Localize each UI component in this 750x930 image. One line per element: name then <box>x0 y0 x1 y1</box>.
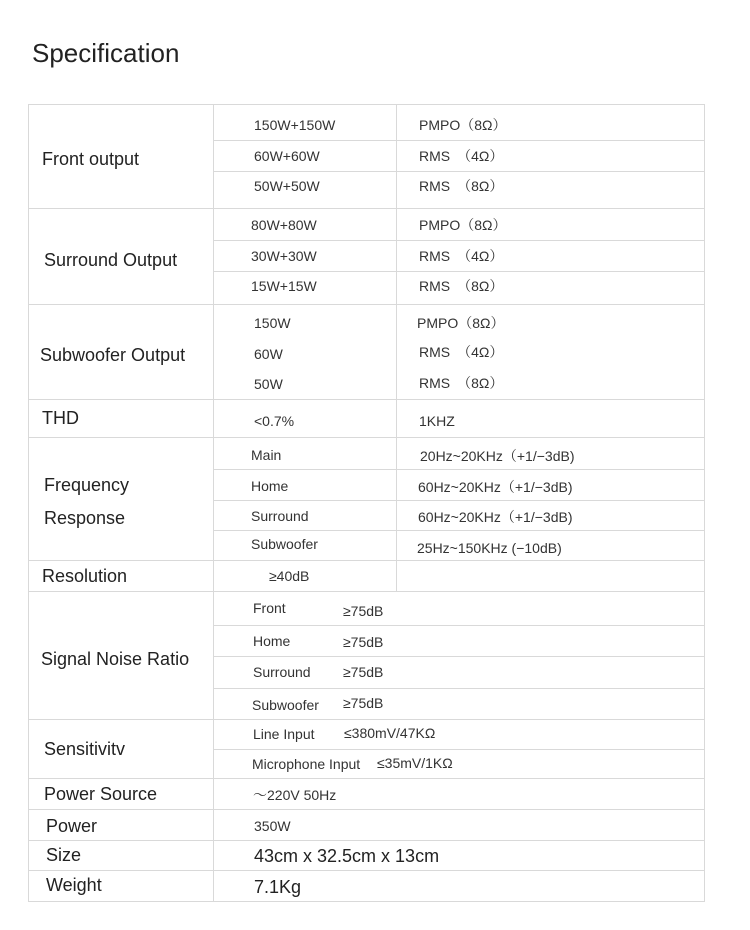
row-divider <box>28 778 705 779</box>
subwoofer-output-note: RMS （4Ω） <box>419 344 504 360</box>
row-divider <box>214 656 705 657</box>
row-divider <box>214 240 705 241</box>
row-divider <box>214 271 705 272</box>
signal-noise-ratio-label: Signal Noise Ratio <box>41 649 190 669</box>
resolution-label: Resolution <box>42 566 128 586</box>
snr-value: ≥75dB <box>343 634 384 650</box>
surround-output-note: RMS （8Ω） <box>419 278 504 294</box>
front-output-note: RMS （8Ω） <box>419 178 504 194</box>
row-divider <box>214 469 705 470</box>
row-divider <box>28 304 705 305</box>
resolution-value: ≥40dB <box>269 568 310 584</box>
row-divider <box>214 749 705 750</box>
size-value: 43cm x 32.5cm x 13cm <box>254 846 440 866</box>
snr-value: ≥75dB <box>343 695 384 711</box>
thd-value: <0.7% <box>254 413 295 429</box>
front-output-note: PMPO（8Ω） <box>419 117 507 133</box>
row-divider <box>214 530 705 531</box>
frequency-channel: Main <box>251 447 282 463</box>
snr-channel: Front <box>253 600 286 616</box>
frequency-range: 25Hz~150KHz (−10dB) <box>417 540 562 556</box>
sensitivity-input: Microphone Input <box>252 756 361 772</box>
front-output-value: 50W+50W <box>254 178 320 194</box>
column-divider <box>213 104 214 901</box>
sensitivity-label: Sensitivitv <box>44 739 126 759</box>
snr-value: ≥75dB <box>343 664 384 680</box>
snr-value: ≥75dB <box>343 603 384 619</box>
power-source-value: ～220V 50Hz <box>253 787 337 803</box>
row-divider <box>28 399 705 400</box>
sensitivity-value: ≤35mV/1KΩ <box>377 755 453 771</box>
row-divider <box>214 500 705 501</box>
frequency-response-label: Frequency <box>44 475 130 495</box>
snr-channel: Surround <box>253 664 311 680</box>
surround-output-value: 30W+30W <box>251 248 317 264</box>
frequency-range: 20Hz~20KHz（+1/−3dB) <box>420 448 575 464</box>
row-divider <box>28 208 705 209</box>
row-divider <box>28 719 705 720</box>
table-border-left <box>28 104 29 901</box>
row-divider <box>28 437 705 438</box>
surround-output-note: RMS （4Ω） <box>419 248 504 264</box>
frequency-channel: Home <box>251 478 289 494</box>
thd-note: 1KHZ <box>419 413 455 429</box>
surround-output-note: PMPO（8Ω） <box>419 217 507 233</box>
subwoofer-output-value: 150W <box>254 315 291 331</box>
snr-channel: Subwoofer <box>252 697 319 713</box>
row-divider <box>28 870 705 871</box>
front-output-value: 150W+150W <box>254 117 336 133</box>
surround-output-value: 15W+15W <box>251 278 317 294</box>
row-divider <box>214 625 705 626</box>
frequency-channel: Subwoofer <box>251 536 318 552</box>
power-source-label: Power Source <box>44 784 158 804</box>
surround-output-label: Surround Output <box>44 250 178 270</box>
subwoofer-output-value: 60W <box>254 346 283 362</box>
row-divider <box>28 840 705 841</box>
sensitivity-value: ≤380mV/47KΩ <box>344 725 436 741</box>
front-output-value: 60W+60W <box>254 148 320 164</box>
row-divider <box>214 688 705 689</box>
frequency-range: 60Hz~20KHz（+1/−3dB) <box>418 479 573 495</box>
thd-label: THD <box>42 408 79 428</box>
power-value: 350W <box>254 818 291 834</box>
row-divider <box>28 591 705 592</box>
row-divider <box>214 140 705 141</box>
surround-output-value: 80W+80W <box>251 217 317 233</box>
power-label: Power <box>46 816 98 836</box>
column-divider <box>396 104 397 591</box>
table-border-right <box>704 104 705 901</box>
row-divider <box>214 171 705 172</box>
frequency-channel: Surround <box>251 508 309 524</box>
row-divider <box>28 809 705 810</box>
sensitivity-input: Line Input <box>253 726 315 742</box>
front-output-note: RMS （4Ω） <box>419 148 504 164</box>
page-title: Specification <box>32 38 180 68</box>
subwoofer-output-label: Subwoofer Output <box>40 345 186 365</box>
snr-channel: Home <box>253 633 291 649</box>
table-border-top <box>28 104 705 105</box>
weight-value: 7.1Kg <box>254 877 302 897</box>
subwoofer-output-note: RMS （8Ω） <box>419 375 504 391</box>
frequency-response-label: Response <box>44 508 126 528</box>
table-border-bottom <box>28 901 705 902</box>
subwoofer-output-value: 50W <box>254 376 283 392</box>
weight-label: Weight <box>46 875 102 895</box>
frequency-range: 60Hz~20KHz（+1/−3dB) <box>418 509 573 525</box>
row-divider <box>28 560 705 561</box>
subwoofer-output-note: PMPO（8Ω） <box>417 315 505 331</box>
size-label: Size <box>46 845 82 865</box>
front-output-label: Front output <box>42 149 140 169</box>
